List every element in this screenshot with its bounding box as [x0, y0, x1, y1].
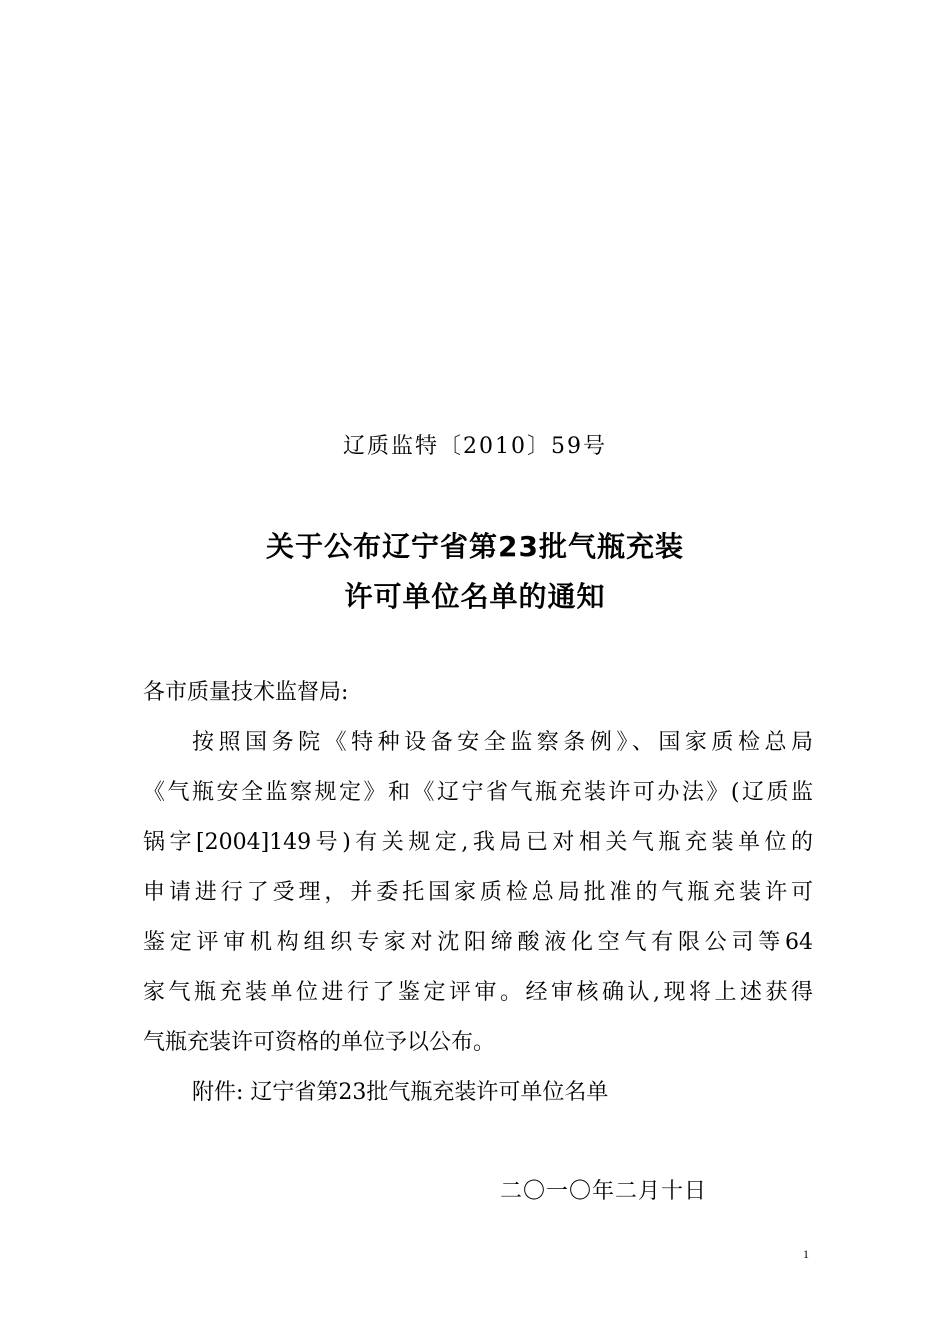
body-line-3: 锅字[2004]149号)有关规定,我局已对相关气瓶充装单位的: [143, 830, 813, 855]
salutation: 各市质量技术监督局:: [143, 680, 349, 705]
issue-date: 二〇一〇年二月十日: [500, 1179, 708, 1204]
body-line-6: 家气瓶充装单位进行了鉴定评审。经审核确认,现将上述获得: [143, 980, 813, 1005]
body-line-4: 申请进行了受理，并委托国家质检总局批准的气瓶充装许可: [143, 880, 813, 905]
body-line-7: 气瓶充装许可资格的单位予以公布。: [143, 1030, 496, 1055]
document-title-line-2: 许可单位名单的通知: [344, 580, 606, 613]
attachment-line: 附件: 辽宁省第23批气瓶充装许可单位名单: [192, 1080, 609, 1105]
document-title-line-1: 关于公布辽宁省第23批气瓶充装: [266, 530, 684, 563]
body-line-5: 鉴定评审机构组织专家对沈阳缔酸液化空气有限公司等64: [143, 930, 813, 955]
body-line-1: 按照国务院《特种设备安全监察条例》、国家质检总局: [192, 730, 813, 755]
document-number: 辽质监特〔2010〕59号: [343, 434, 607, 459]
page-number: 1: [803, 1247, 809, 1261]
body-line-2: 《气瓶安全监察规定》和《辽宁省气瓶充装许可办法》(辽质监: [143, 780, 813, 805]
